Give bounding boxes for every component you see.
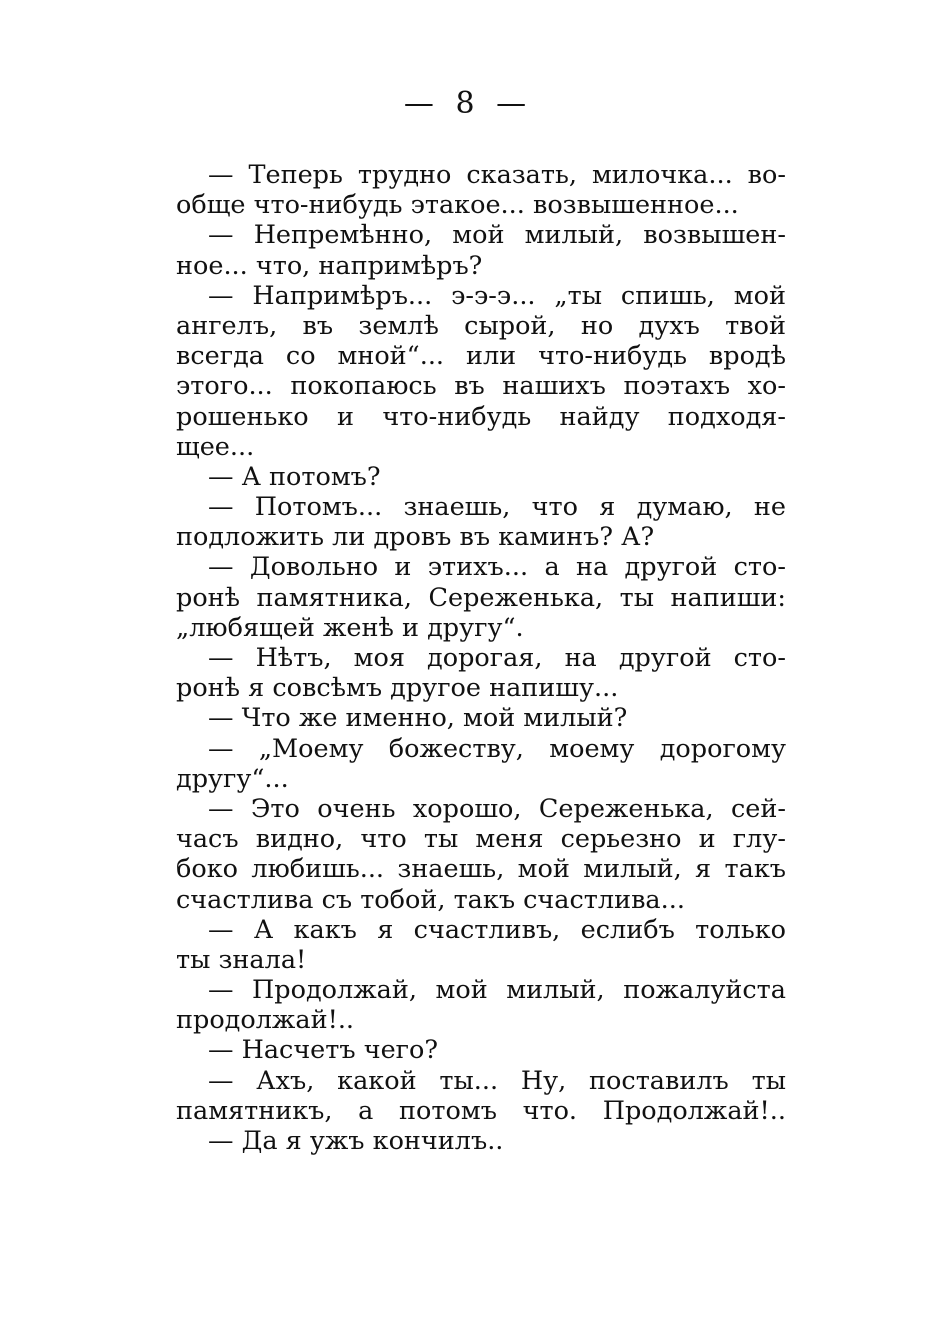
text-line: рошенько и что-нибудь найду подходя- <box>176 401 786 432</box>
text-line: — Довольно и этихъ... а на другой сто- <box>208 552 786 583</box>
text-line: счастлива съ тобой, такъ счастлива... <box>176 884 685 915</box>
text-line: — Ахъ, какой ты... Ну, поставилъ ты <box>208 1065 786 1096</box>
text-line: другу“... <box>176 763 289 794</box>
text-line: этого... покопаюсь въ нашихъ поэтахъ хо- <box>176 371 786 402</box>
text-line: — Теперь трудно сказать, милочка... во- <box>208 160 786 190</box>
text-line: щее... <box>176 431 255 462</box>
text-line: боко любишь... знаешь, мой милый, я такъ <box>176 854 786 885</box>
text-line: всегда со мной“... или что-нибудь вродѣ <box>176 341 786 372</box>
text-line: продолжай!.. <box>176 1005 355 1036</box>
text-line: — А потомъ? <box>208 461 381 492</box>
text-line: „любящей женѣ и другу“. <box>176 612 524 643</box>
text-line: — „Моему божеству, моему дорогому <box>208 733 786 764</box>
text-line: ронѣ я совсѣмъ другое напишу... <box>176 673 619 704</box>
text-line: ное... что, напримѣръ? <box>176 250 483 281</box>
text-line: — Насчетъ чего? <box>208 1035 439 1066</box>
text-line: — Нѣтъ, моя дорогая, на другой сто- <box>208 643 786 673</box>
text-line: ронѣ памятника, Сереженька, ты напиши: <box>176 582 786 613</box>
text-line: ты знала! <box>176 944 307 975</box>
text-line: часъ видно, что ты меня серьезно и глу- <box>176 824 786 855</box>
text-line: памятникъ, а потомъ что. Продолжай!.. <box>176 1095 786 1126</box>
text-line: — Да я ужъ кончилъ.. <box>208 1126 504 1156</box>
page-number: — 8 — <box>403 86 533 121</box>
page-text <box>176 160 786 1156</box>
text-line: ангелъ, въ землѣ сырой, но духъ твой <box>176 310 786 341</box>
text-line: — А какъ я счастливъ, еслибъ только <box>208 914 786 945</box>
text-line: — Непремѣнно, мой милый, возвышен- <box>208 220 786 251</box>
text-line: подложить ли дровъ въ каминъ? А? <box>176 522 655 553</box>
text-line: — Что же именно, мой милый? <box>208 703 628 734</box>
text-line: — Продолжай, мой милый, пожалуйста <box>208 975 786 1006</box>
text-line: обще что-нибудь этакое... возвышенное... <box>176 190 739 221</box>
text-line: — Потомъ... знаешь, что я думаю, не <box>208 492 786 523</box>
text-line: — Напримѣръ... э-э-э... „ты спишь, мой <box>208 280 786 311</box>
text-line: — Это очень хорошо, Сереженька, сей- <box>208 793 786 824</box>
